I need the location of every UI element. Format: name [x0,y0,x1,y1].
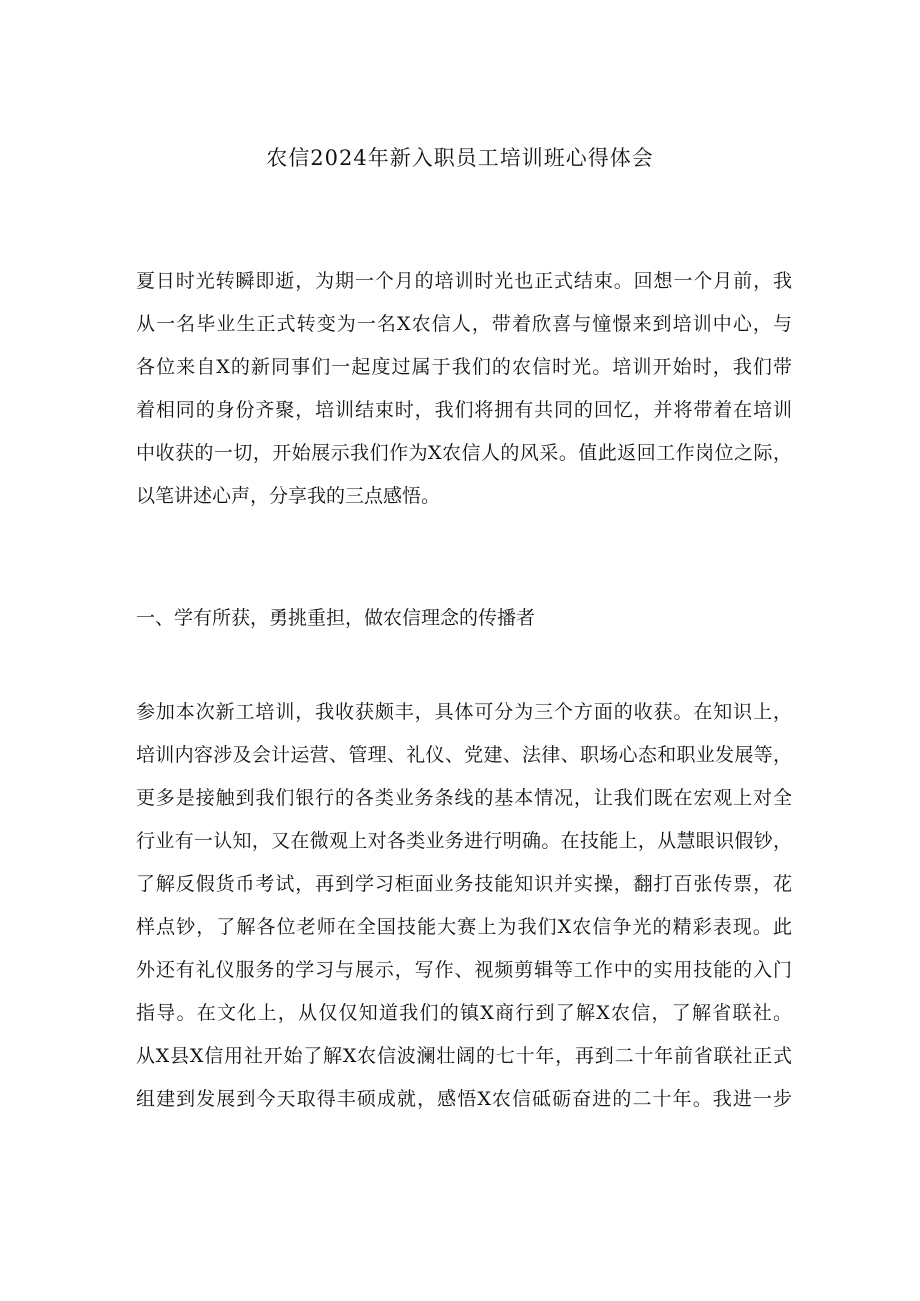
paragraph-line: 组建到发展到今天取得丰硕成就，感悟X农信砥砺奋进的二十年。我进一步 [136,1088,792,1110]
paragraph-line: 夏日时光转瞬即逝，为期一个月的培训时光也正式结束。回想一个月前，我 [136,270,792,292]
paragraph-line: 从一名毕业生正式转变为一名X农信人，带着欣喜与憧憬来到培训中心，与 [136,313,792,335]
paragraph-line: 更多是接触到我们银行的各类业务条线的基本情况，让我们既在宏观上对全 [136,787,792,809]
paragraph-line: 各位来自X的新同事们一起度过属于我们的农信时光。培训开始时，我们带 [136,356,792,378]
paragraph-line: 以笔讲述心声，分享我的三点感悟。 [136,485,441,507]
intro-paragraph [136,260,792,518]
paragraph-line: 培训内容涉及会计运营、管理、礼仪、党建、法律、职场心态和职业发展等， [136,744,792,766]
paragraph-line: 行业有一认知，又在微观上对各类业务进行明确。在技能上，从慧眼识假钞， [136,830,792,852]
section-heading: 一、学有所获，勇挑重担，做农信理念的传播者 [136,607,536,629]
paragraph-line: 了解反假货币考试，再到学习柜面业务技能知识并实操，翻打百张传票，花 [136,873,792,895]
paragraph-line: 参加本次新工培训，我收获颇丰，具体可分为三个方面的收获。在知识上， [136,701,792,723]
paragraph-line: 指导。在文化上，从仅仅知道我们的镇X商行到了解X农信，了解省联社。 [136,1002,792,1024]
paragraph-line: 中收获的一切，开始展示我们作为X农信人的风采。值此返回工作岗位之际， [136,442,792,464]
section1-paragraph [136,691,792,1121]
document-title: 农信2024年新入职员工培训班心得体会 [266,146,654,170]
paragraph-line: 样点钞，了解各位老师在全国技能大赛上为我们X农信争光的精彩表现。此 [136,916,792,938]
paragraph-line: 从X县X信用社开始了解X农信波澜壮阔的七十年，再到二十年前省联社正式 [136,1045,792,1067]
paragraph-line: 外还有礼仪服务的学习与展示，写作、视频剪辑等工作中的实用技能的入门 [136,959,792,981]
paragraph-line: 着相同的身份齐聚，培训结束时，我们将拥有共同的回忆，并将带着在培训 [136,399,792,421]
